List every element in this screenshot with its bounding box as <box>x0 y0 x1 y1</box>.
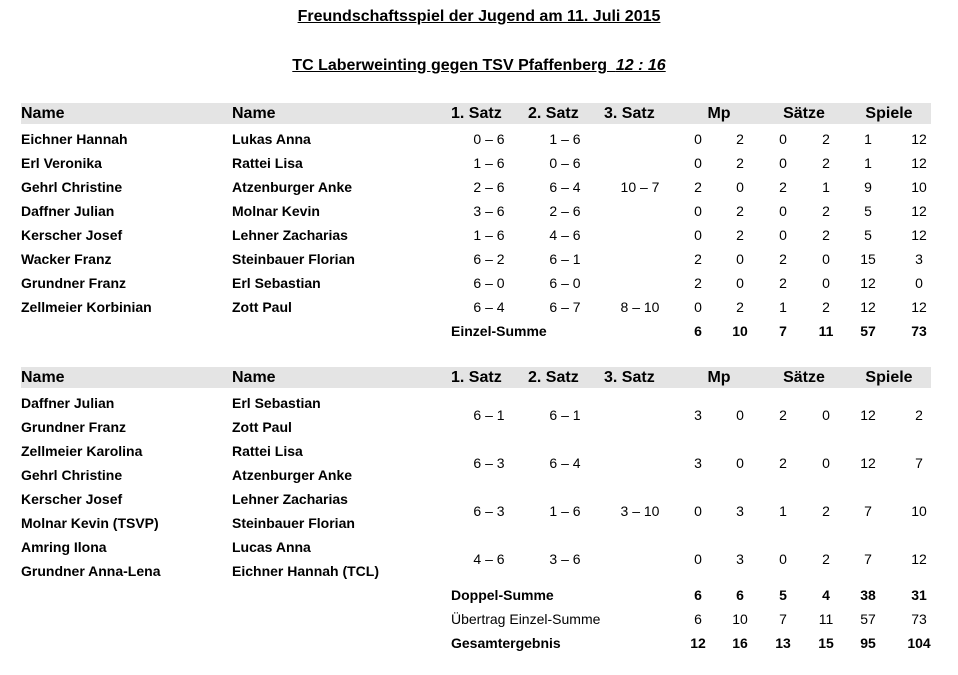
cell-s2: 3 – 6 <box>549 551 581 567</box>
cell-g1: 57 <box>860 323 876 339</box>
cell-s2: 6 – 1 <box>549 407 581 423</box>
page-title: Freundschaftsspiel der Jugend am 11. Juli 2015 <box>297 8 661 25</box>
cell-st1: 7 <box>779 323 787 339</box>
singles-row <box>0 200 958 224</box>
cell-g1: 12 <box>860 455 876 471</box>
cell-st2: 2 <box>822 227 830 243</box>
cell-s2: 4 – 6 <box>549 227 581 243</box>
player-home: Zellmeier Karolina <box>21 443 143 459</box>
player-away: Zott Paul <box>232 299 292 315</box>
header-cell: Spiele <box>865 105 913 122</box>
cell-g1: 9 <box>864 179 872 195</box>
cell-g2: 12 <box>911 551 927 567</box>
cell-mp2: 2 <box>736 227 744 243</box>
cell-s1: 2 – 6 <box>473 179 505 195</box>
singles-row <box>0 248 958 272</box>
player-away: Molnar Kevin <box>232 203 320 219</box>
cell-mp2: 0 <box>736 251 744 267</box>
header-cell: Sätze <box>783 105 825 122</box>
total-row <box>0 632 958 656</box>
cell-s2: 1 – 6 <box>549 131 581 147</box>
cell-st1: 0 <box>779 551 787 567</box>
cell-st1: 0 <box>779 203 787 219</box>
cell-mp1: 3 <box>694 407 702 423</box>
singles-row <box>0 128 958 152</box>
header-cell: Mp <box>707 369 731 386</box>
player-home: Gehrl Christine <box>21 467 123 483</box>
cell-st1: 2 <box>779 407 787 423</box>
doubles-sum-row <box>0 584 958 608</box>
cell-st2: 2 <box>822 299 830 315</box>
header-cell: 1. Satz <box>451 105 502 122</box>
cell-mp2: 6 <box>736 587 744 603</box>
cell-s1: 0 – 6 <box>473 131 505 147</box>
doubles-pair <box>0 440 958 488</box>
cell-g2: 0 <box>915 275 923 291</box>
cell-mp2: 16 <box>732 635 748 651</box>
cell-st1: 1 <box>779 503 787 519</box>
player-home: Grundner Anna-Lena <box>21 563 161 579</box>
cell-g2: 12 <box>911 227 927 243</box>
header-cell: Sätze <box>783 369 825 386</box>
player-away: Steinbauer Florian <box>232 251 355 267</box>
player-away: Lukas Anna <box>232 131 311 147</box>
cell-s1: 6 – 4 <box>473 299 505 315</box>
cell-mp1: 0 <box>694 155 702 171</box>
cell-st2: 15 <box>818 635 834 651</box>
cell-st2: 0 <box>822 455 830 471</box>
cell-mp1: 0 <box>694 227 702 243</box>
singles-sum-row <box>0 320 958 344</box>
cell-mp1: 0 <box>694 203 702 219</box>
total-label: Gesamtergebnis <box>451 635 561 651</box>
cell-st1: 2 <box>779 455 787 471</box>
doubles-pair <box>0 488 958 536</box>
cell-mp2: 2 <box>736 299 744 315</box>
player-home: Amring Ilona <box>21 539 107 555</box>
cell-mp2: 0 <box>736 407 744 423</box>
cell-st2: 2 <box>822 203 830 219</box>
cell-g1: 7 <box>864 503 872 519</box>
carry-row <box>0 608 958 632</box>
cell-s2: 6 – 4 <box>549 179 581 195</box>
header-cell: 3. Satz <box>604 105 655 122</box>
singles-row <box>0 176 958 200</box>
cell-st2: 2 <box>822 131 830 147</box>
player-away: Lehner Zacharias <box>232 491 348 507</box>
cell-s2: 2 – 6 <box>549 203 581 219</box>
cell-g2: 104 <box>907 635 931 651</box>
player-away: Zott Paul <box>232 419 292 435</box>
final-score: 12 : 16 <box>615 57 666 74</box>
match-teams: TC Laberweinting gegen TSV Pfaffenberg <box>292 57 607 74</box>
cell-s1: 6 – 2 <box>473 251 505 267</box>
header-cell: Name <box>21 105 65 122</box>
cell-g2: 2 <box>915 407 923 423</box>
header-cell: Name <box>21 369 65 386</box>
cell-s2: 6 – 1 <box>549 251 581 267</box>
cell-s1: 1 – 6 <box>473 155 505 171</box>
cell-st1: 13 <box>775 635 791 651</box>
header-cell: 1. Satz <box>451 369 502 386</box>
cell-mp2: 3 <box>736 503 744 519</box>
cell-mp2: 0 <box>736 179 744 195</box>
cell-st1: 5 <box>779 587 787 603</box>
cell-mp2: 3 <box>736 551 744 567</box>
cell-s1: 4 – 6 <box>473 551 505 567</box>
player-away: Rattei Lisa <box>232 155 303 171</box>
cell-mp1: 2 <box>694 179 702 195</box>
cell-st1: 0 <box>779 131 787 147</box>
cell-st1: 7 <box>779 611 787 627</box>
player-home: Zellmeier Korbinian <box>21 299 152 315</box>
singles-row <box>0 272 958 296</box>
cell-mp1: 0 <box>694 299 702 315</box>
cell-g2: 10 <box>911 503 927 519</box>
cell-mp1: 3 <box>694 455 702 471</box>
cell-s1: 6 – 1 <box>473 407 505 423</box>
singles-row <box>0 296 958 320</box>
player-home: Erl Veronika <box>21 155 102 171</box>
cell-s2: 6 – 0 <box>549 275 581 291</box>
header-cell: Spiele <box>865 369 913 386</box>
cell-mp1: 6 <box>694 611 702 627</box>
cell-s3: 3 – 10 <box>620 503 660 519</box>
player-away: Erl Sebastian <box>232 275 321 291</box>
cell-st1: 2 <box>779 179 787 195</box>
cell-g1: 12 <box>860 299 876 315</box>
cell-g1: 1 <box>864 155 872 171</box>
doubles-sum-label: Doppel-Summe <box>451 587 554 603</box>
singles-row <box>0 224 958 248</box>
cell-g2: 12 <box>911 155 927 171</box>
cell-st2: 4 <box>822 587 830 603</box>
cell-st2: 11 <box>818 323 834 339</box>
cell-st2: 2 <box>822 551 830 567</box>
cell-s1: 6 – 3 <box>473 503 505 519</box>
cell-g1: 7 <box>864 551 872 567</box>
player-home: Daffner Julian <box>21 395 115 411</box>
cell-mp1: 2 <box>694 251 702 267</box>
player-home: Kerscher Josef <box>21 227 123 243</box>
cell-s1: 1 – 6 <box>473 227 505 243</box>
header-cell: Mp <box>707 105 731 122</box>
cell-s3: 8 – 10 <box>620 299 660 315</box>
cell-s3: 10 – 7 <box>620 179 660 195</box>
cell-s1: 6 – 3 <box>473 455 505 471</box>
player-away: Erl Sebastian <box>232 395 321 411</box>
header-cell: 2. Satz <box>528 105 579 122</box>
cell-g1: 57 <box>860 611 876 627</box>
cell-st2: 0 <box>822 251 830 267</box>
header-cell: Name <box>232 105 276 122</box>
player-away: Lucas Anna <box>232 539 311 555</box>
cell-st2: 0 <box>822 407 830 423</box>
cell-g2: 10 <box>911 179 927 195</box>
player-home: Daffner Julian <box>21 203 115 219</box>
cell-g1: 5 <box>864 227 872 243</box>
header-cell: 3. Satz <box>604 369 655 386</box>
cell-g1: 1 <box>864 131 872 147</box>
cell-mp2: 0 <box>736 455 744 471</box>
cell-st2: 2 <box>822 155 830 171</box>
player-away: Steinbauer Florian <box>232 515 355 531</box>
cell-mp1: 2 <box>694 275 702 291</box>
cell-st2: 11 <box>818 611 834 627</box>
cell-s2: 0 – 6 <box>549 155 581 171</box>
cell-g2: 12 <box>911 131 927 147</box>
table-header-1 <box>21 103 931 124</box>
cell-st1: 1 <box>779 299 787 315</box>
cell-g1: 12 <box>860 407 876 423</box>
cell-mp2: 0 <box>736 275 744 291</box>
player-home: Eichner Hannah <box>21 131 128 147</box>
match-subtitle <box>0 57 958 75</box>
player-away: Lehner Zacharias <box>232 227 348 243</box>
cell-mp1: 0 <box>694 131 702 147</box>
cell-s1: 3 – 6 <box>473 203 505 219</box>
cell-st2: 2 <box>822 503 830 519</box>
cell-mp2: 10 <box>732 611 748 627</box>
cell-g2: 12 <box>911 299 927 315</box>
cell-st1: 2 <box>779 275 787 291</box>
cell-mp1: 6 <box>694 323 702 339</box>
carry-label: Übertrag Einzel-Summe <box>451 611 601 627</box>
header-cell: Name <box>232 369 276 386</box>
cell-st1: 0 <box>779 155 787 171</box>
cell-g1: 95 <box>860 635 876 651</box>
player-away: Rattei Lisa <box>232 443 303 459</box>
cell-mp1: 12 <box>690 635 706 651</box>
player-home: Molnar Kevin (TSVP) <box>21 515 159 531</box>
player-home: Grundner Franz <box>21 419 127 435</box>
cell-g1: 5 <box>864 203 872 219</box>
cell-g1: 15 <box>860 251 876 267</box>
player-home: Kerscher Josef <box>21 491 123 507</box>
header-cell: 2. Satz <box>528 369 579 386</box>
player-home: Gehrl Christine <box>21 179 123 195</box>
doubles-pair <box>0 392 958 440</box>
cell-g2: 12 <box>911 203 927 219</box>
singles-row <box>0 152 958 176</box>
cell-mp2: 2 <box>736 203 744 219</box>
table-header-2 <box>21 367 931 388</box>
cell-g1: 12 <box>860 275 876 291</box>
player-away: Atzenburger Anke <box>232 467 353 483</box>
cell-s2: 6 – 4 <box>549 455 581 471</box>
singles-sum-label: Einzel-Summe <box>451 323 547 339</box>
cell-mp2: 2 <box>736 155 744 171</box>
cell-s1: 6 – 0 <box>473 275 505 291</box>
player-home: Grundner Franz <box>21 275 127 291</box>
cell-s2: 1 – 6 <box>549 503 581 519</box>
cell-mp1: 0 <box>694 551 702 567</box>
cell-mp1: 6 <box>694 587 702 603</box>
cell-st2: 1 <box>822 179 830 195</box>
player-home: Wacker Franz <box>21 251 112 267</box>
cell-s2: 6 – 7 <box>549 299 581 315</box>
cell-g2: 3 <box>915 251 923 267</box>
cell-g2: 73 <box>911 611 927 627</box>
cell-mp2: 2 <box>736 131 744 147</box>
player-away: Atzenburger Anke <box>232 179 353 195</box>
cell-st1: 0 <box>779 227 787 243</box>
cell-g2: 73 <box>911 323 927 339</box>
cell-st1: 2 <box>779 251 787 267</box>
cell-mp2: 10 <box>732 323 748 339</box>
cell-g2: 7 <box>915 455 923 471</box>
cell-g1: 38 <box>860 587 876 603</box>
cell-mp1: 0 <box>694 503 702 519</box>
player-away: Eichner Hannah (TCL) <box>232 563 380 579</box>
cell-g2: 31 <box>911 587 927 603</box>
doubles-pair <box>0 536 958 584</box>
cell-st2: 0 <box>822 275 830 291</box>
